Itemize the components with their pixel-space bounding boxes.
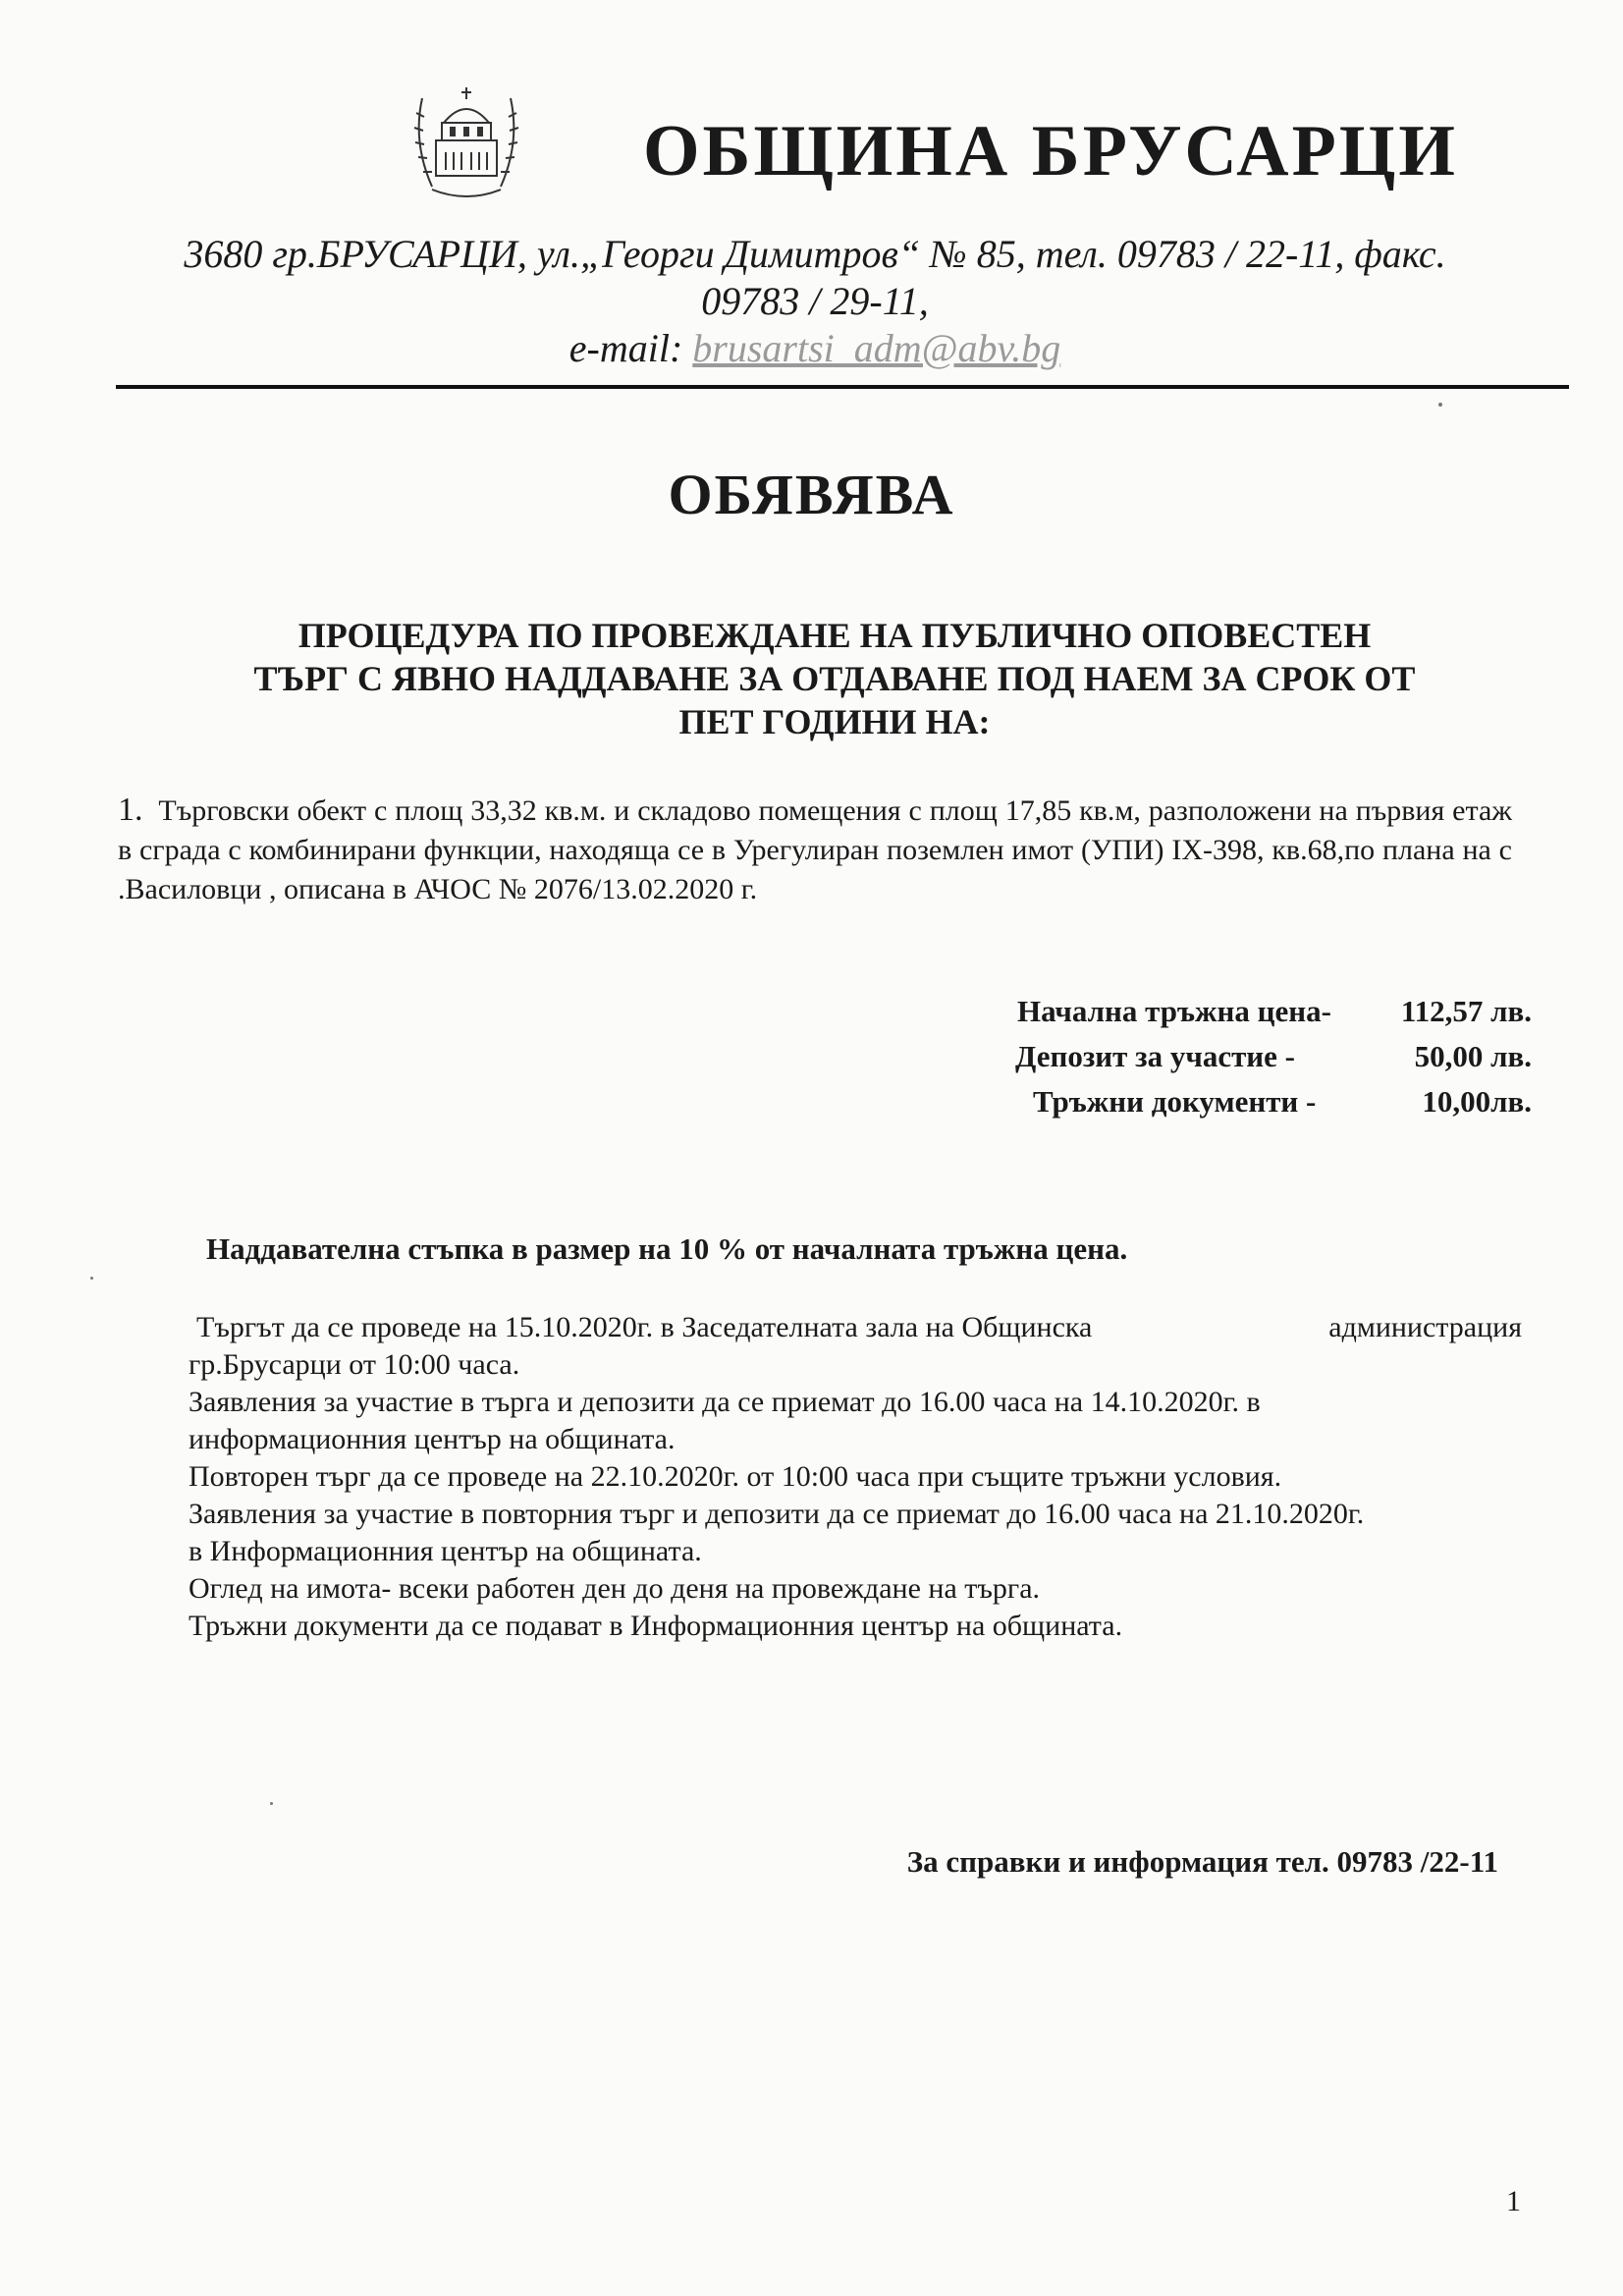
repeat-applications-text: Заявления за участие в повторния търг и депозити да се приемат до 16.00 часа на 21.10.2020г.: [189, 1498, 1365, 1530]
item-number: 1.: [118, 792, 143, 828]
applications-text: Заявления за участие в търга и депозити да се приемат до 16.00 часа на 14.10.2020г. в: [189, 1386, 1261, 1418]
header-divider: [116, 385, 1569, 389]
documents-fee-row: [982, 1084, 1532, 1129]
email-label: e-mail:: [568, 326, 683, 370]
item-description: Търговски обект с площ 33,32 кв.м. и складово помещения с площ 17,85 кв.м, разположени на първия етаж в сграда с комбинирани функции, находяща се в Урегулиран поземлен имот (УПИ) IХ-398, кв.68,по плана на с .Василовци , описана в АЧОС № 2076/13.02.2020 г.: [118, 794, 1513, 905]
address-line: 3680 гр.БРУСАРЦИ, ул.„Георги Димитров“ № 85, тел. 09783 / 22-11, факс.: [184, 232, 1446, 276]
auction-conditions: [189, 1309, 1522, 1645]
inspection-text: Оглед на имота- всеки работен ден до деня на провеждане на търга.: [189, 1572, 1041, 1605]
email-row: [118, 325, 1512, 372]
contact-info: За справки и информация тел. 09783 /22-11: [906, 1844, 1498, 1879]
scan-speck: [270, 1802, 273, 1805]
auction-date-row: [189, 1309, 1522, 1346]
announcement-title: ОБЯВЯВА: [668, 463, 955, 526]
email-link[interactable]: brusartsi_adm@abv.bg: [692, 326, 1061, 370]
deposit-value: 50,00 лв.: [1414, 1039, 1532, 1073]
start-price-value: 112,57 лв.: [1400, 994, 1532, 1028]
deposit-row: [982, 1039, 1532, 1084]
deposit-label: Депозит за участие -: [1015, 1039, 1295, 1073]
subject-line: ПРОЦЕДУРА ПО ПРОВЕЖДАНЕ НА ПУБЛИЧНО ОПОВЕСТЕН: [298, 616, 1372, 655]
municipality-title: ОБЩИНА БРУСАРЦИ: [643, 111, 1458, 191]
documents-submission-text: Тръжни документи да се подават в Информационния център на общината.: [189, 1610, 1123, 1642]
repeat-applications-text: в Информационния център на общината.: [189, 1535, 702, 1567]
scan-speck: [1438, 403, 1442, 407]
auction-time-text: гр.Брусарци от 10:00 часа.: [189, 1348, 520, 1381]
start-price-label: Начална тръжна цена-: [1017, 994, 1331, 1028]
repeat-auction-text: Повторен търг да се проведе на 22.10.2020г. от 10:00 часа при същите тръжни условия.: [189, 1460, 1282, 1493]
subject-line: ПЕТ ГОДИНИ НА:: [678, 702, 991, 741]
address-block: [118, 231, 1512, 372]
start-price-row: [982, 994, 1532, 1039]
scan-speck: [90, 1277, 93, 1280]
applications-text: информационния център на общината.: [189, 1423, 676, 1455]
auction-date-text: Търгът да се проведе на 15.10.2020г. в Заседателната зала на Общинска: [196, 1311, 1093, 1343]
bid-step: Наддавателна стъпка в размер на 10 % от началната тръжна цена.: [206, 1231, 1128, 1266]
fax-line: 09783 / 29-11,: [701, 279, 929, 323]
auction-date-text-end: администрация: [1328, 1311, 1522, 1343]
documents-fee-value: 10,00лв.: [1422, 1084, 1532, 1119]
procedure-subject: [167, 614, 1502, 743]
subject-line: ТЪРГ С ЯВНО НАДДАВАНЕ ЗА ОТДАВАНЕ ПОД НАЕМ ЗА СРОК ОТ: [253, 659, 1416, 698]
documents-fee-label: Тръжни документи -: [1033, 1084, 1317, 1119]
page-number: 1: [1506, 2185, 1521, 2217]
price-block: [982, 994, 1532, 1129]
property-item: [118, 791, 1512, 909]
municipality-crest-icon: [403, 83, 530, 206]
